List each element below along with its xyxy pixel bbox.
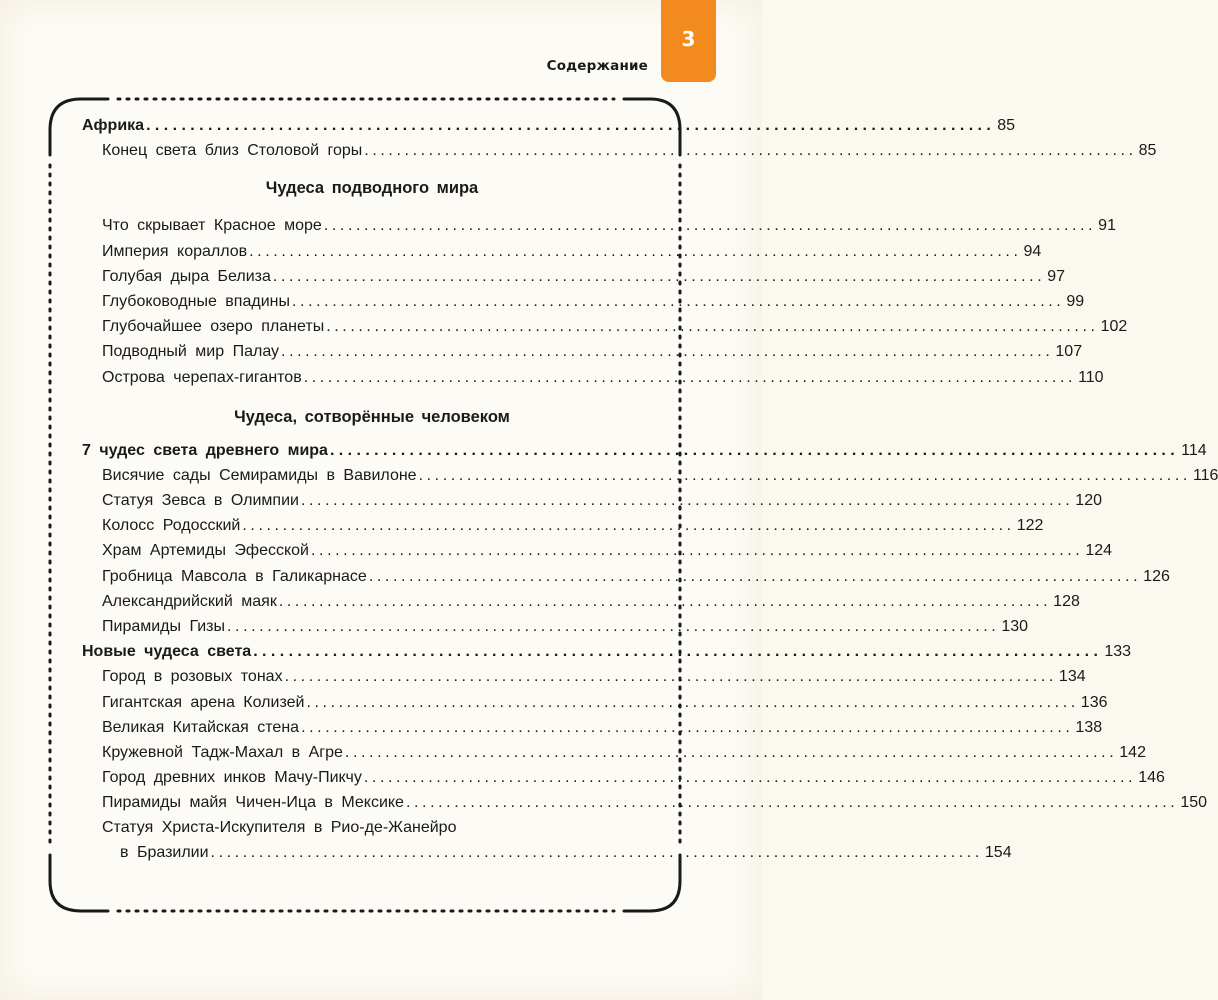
entry-title-line1: Статуя Христа-Искупителя в Рио-де-Жанейро — [102, 818, 457, 836]
toc-entry[interactable] — [82, 740, 1146, 765]
toc-entry[interactable] — [82, 589, 1080, 614]
dot-leader: ................................................................................................ — [253, 643, 1103, 661]
toc-entry[interactable] — [82, 564, 1170, 589]
toc-entry[interactable] — [82, 365, 1104, 390]
entry-page: 97 — [1047, 267, 1066, 285]
entry-page: 122 — [1016, 517, 1044, 535]
toc-entry[interactable] — [82, 513, 1044, 538]
toc-entry-ancient-wonders[interactable] — [82, 438, 1207, 463]
dot-leader: ................................................................................................ — [227, 618, 1000, 635]
entry-page: 136 — [1080, 693, 1108, 711]
entry-title: Пирамиды майя Чичен-Ица в Мексике — [102, 794, 404, 812]
entry-title: Империя кораллов — [102, 242, 248, 260]
entry-title: Гигантская арена Колизей — [102, 693, 305, 711]
entry-page: 85 — [997, 117, 1016, 134]
entry-title: Новые чудеса света — [82, 643, 252, 661]
toc-entry[interactable] — [82, 488, 1102, 513]
dot-leader: ................................................................................................ — [272, 267, 1046, 285]
toc-entry[interactable] — [82, 664, 1086, 689]
entry-title: Александрийский маяк — [102, 592, 277, 610]
entry-title: Великая Китайская стена — [102, 718, 300, 736]
entry-title: Статуя Зевса в Олимпии — [102, 492, 299, 510]
toc-entry[interactable] — [82, 765, 1165, 790]
entry-title: Висячие сады Семирамиды в Вавилоне — [102, 466, 417, 484]
section-title-manmade: Чудеса, сотворённые человеком — [234, 407, 510, 426]
entry-title: Кружевной Тадж-Махал в Агре — [102, 743, 343, 761]
entry-title: Гробница Мавсола в Галикарнасе — [102, 567, 367, 585]
dot-leader: ................................................................................................ — [291, 292, 1065, 310]
entry-title: 7 чудес света древнего мира — [82, 441, 328, 459]
dot-leader: ................................................................................................ — [310, 542, 1084, 560]
entry-page: 107 — [1055, 343, 1083, 361]
entry-page: 124 — [1085, 542, 1113, 560]
entry-page: 130 — [1001, 618, 1029, 635]
entry-page: 114 — [1181, 441, 1207, 459]
entry-title: Острова черепах-гигантов — [102, 368, 302, 386]
dot-leader: ................................................................................................ — [301, 718, 1074, 736]
toc-entry[interactable] — [82, 239, 1042, 264]
toc-entry-new-wonders[interactable] — [82, 639, 1132, 664]
entry-title-line2: в Бразилии — [120, 843, 209, 861]
entry-title: Конец света близ Столовой горы — [102, 142, 363, 160]
entry-page: 94 — [1023, 242, 1042, 260]
dot-leader: ................................................................................................ — [303, 368, 1077, 386]
toc-entry[interactable] — [82, 715, 1103, 740]
entry-page: 85 — [1138, 142, 1157, 160]
entry-title: Африка — [82, 117, 145, 134]
entry-title: Глубоководные впадины — [102, 292, 290, 310]
entry-title: Пирамиды Гизы — [102, 618, 225, 635]
toc-entry[interactable] — [82, 538, 1113, 563]
entry-page: 102 — [1100, 318, 1128, 336]
toc-entry-multiline-cont[interactable] — [82, 840, 1012, 865]
dot-leader: ................................................................................................ — [300, 492, 1074, 510]
entry-page: 154 — [984, 843, 1012, 861]
page-number-tab — [661, 0, 716, 82]
entry-page: 138 — [1075, 718, 1103, 736]
page-number: 3 — [681, 27, 696, 51]
entry-title: Что скрывает Красное море — [102, 217, 322, 235]
entry-page: 126 — [1143, 567, 1170, 585]
entry-page: 134 — [1058, 668, 1086, 686]
toc-entry[interactable] — [82, 289, 1085, 314]
dot-leader: ................................................................................................ — [146, 117, 996, 134]
dot-leader: ................................................................................................ — [278, 592, 1052, 610]
toc-entry[interactable] — [82, 690, 1108, 715]
dot-leader: ................................................................................................ — [364, 142, 1137, 160]
entry-page: 120 — [1075, 492, 1102, 510]
entry-title: Глубочайшее озеро планеты — [102, 318, 325, 336]
entry-title: Колосс Родосский — [102, 517, 241, 535]
entry-title: Город древних инков Мачу-Пикчу — [102, 769, 362, 787]
entry-title: Подводный мир Палау — [102, 343, 280, 361]
dot-leader: ................................................................................................ — [368, 567, 1142, 585]
table-of-contents — [82, 113, 1218, 865]
entry-page: 146 — [1138, 769, 1165, 787]
dot-leader: ................................................................................................ — [326, 318, 1099, 336]
dot-leader: ................................................................................................ — [323, 217, 1097, 235]
running-header: Содержание — [546, 58, 648, 74]
entry-page: 150 — [1180, 794, 1208, 812]
dot-leader: ................................................................................................ — [306, 693, 1079, 711]
entry-page: 142 — [1119, 743, 1146, 761]
dot-leader: ................................................................................................ — [281, 343, 1054, 361]
dot-leader: ................................................................................................ — [363, 769, 1137, 787]
toc-entry-multiline[interactable] — [82, 816, 662, 840]
toc-entry[interactable] — [82, 614, 1029, 639]
dot-leader: ................................................................................................ — [344, 743, 1118, 761]
dot-leader: ................................................................................................ — [242, 517, 1015, 535]
toc-entry[interactable] — [82, 463, 1218, 488]
toc-entry[interactable] — [82, 314, 1128, 339]
entry-page: 128 — [1053, 592, 1080, 610]
toc-entry[interactable] — [82, 264, 1066, 289]
dot-leader: ................................................................................................ — [329, 441, 1180, 459]
toc-entry[interactable] — [82, 790, 1208, 815]
entry-page: 91 — [1098, 217, 1116, 235]
entry-page: 110 — [1078, 368, 1104, 386]
dot-leader: ................................................................................................ — [418, 466, 1191, 484]
dot-leader: ................................................................................................ — [284, 668, 1057, 686]
toc-entry[interactable] — [82, 339, 1083, 364]
section-title-underwater: Чудеса подводного мира — [265, 179, 479, 198]
toc-entry[interactable] — [82, 138, 1157, 163]
dot-leader: ................................................................................................ — [249, 242, 1022, 260]
entry-page: 133 — [1104, 643, 1132, 661]
dot-leader: ................................................................................................ — [405, 794, 1179, 812]
toc-entry-africa[interactable] — [82, 113, 1016, 138]
entry-title: Город в розовых тонах — [102, 668, 283, 686]
dot-leader: ................................................................................................ — [210, 843, 983, 861]
entry-page: 99 — [1066, 292, 1085, 310]
entry-page: 116 — [1192, 466, 1218, 484]
entry-title: Голубая дыра Белиза — [102, 267, 271, 285]
toc-entry[interactable] — [82, 213, 1116, 238]
entry-title: Храм Артемиды Эфесской — [102, 542, 309, 560]
